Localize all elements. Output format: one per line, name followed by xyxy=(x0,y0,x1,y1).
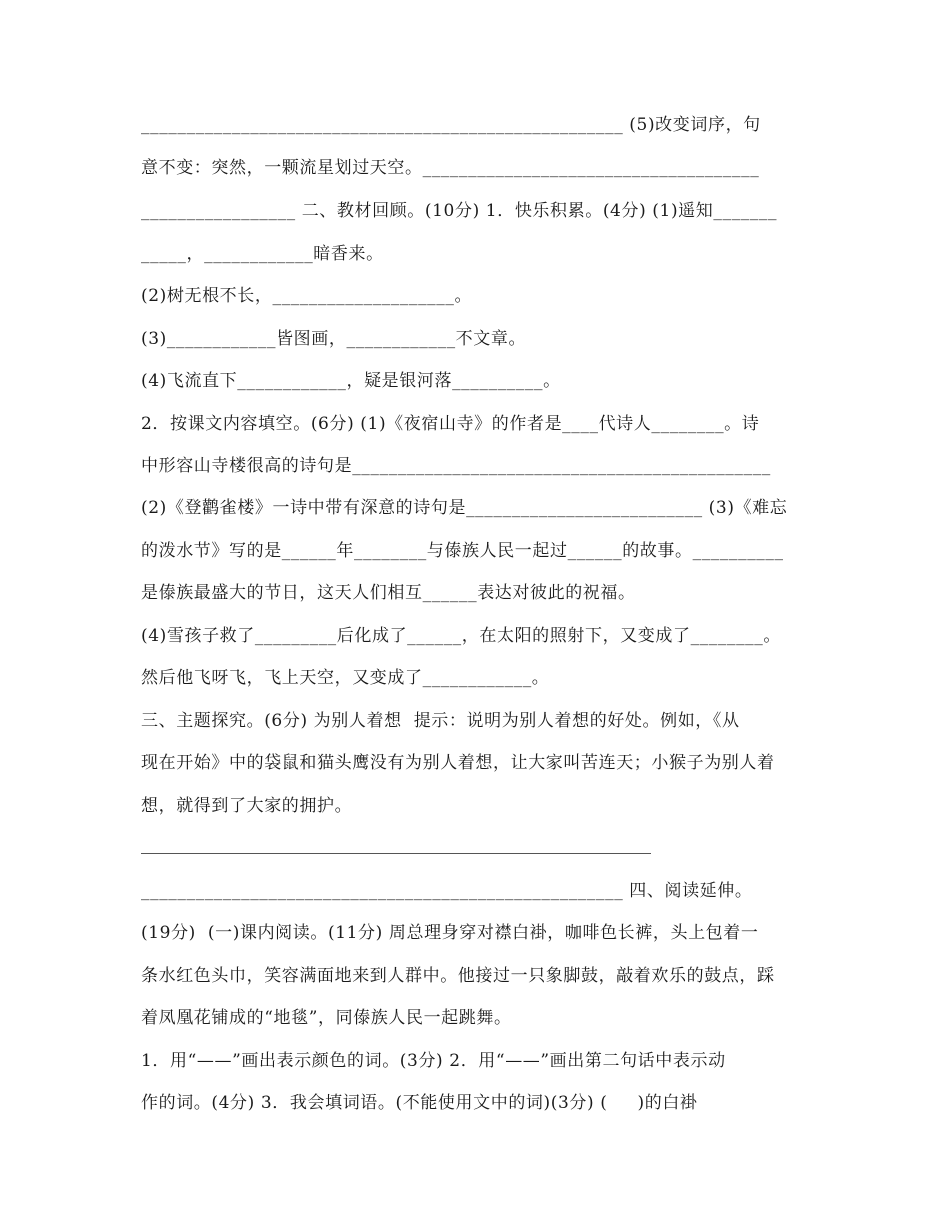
text-line: (4)飞流直下____________，疑是银河落__________。 xyxy=(141,371,561,391)
text-line: _____，____________暗香来。 xyxy=(141,244,384,264)
text-line: (2)《登鹳雀楼》一诗中带有深意的诗句是__________________________ (3)《难忘 xyxy=(141,498,788,518)
text-line: 条水红色头巾，笑容满面地来到人群中。他接过一只象脚鼓，敲着欢乐的鼓点，踩 xyxy=(141,966,775,986)
text-line: 2．按课文内容填空。(6分) (1)《夜宿山寺》的作者是____代诗人________。诗 xyxy=(141,414,760,434)
text-line: 然后他飞呀飞，飞上天空，又变成了____________。 xyxy=(141,668,550,688)
text-line: 意不变：突然，一颗流星划过天空。_____________________________________ xyxy=(141,158,760,178)
text-line: (19分) (一)课内阅读。(11分) 周总理身穿对襟白褂，咖啡色长裤，头上包着一 xyxy=(141,923,759,943)
text-line: _____________________________________________________ 四、阅读延伸。 xyxy=(141,881,753,901)
text-line: 着凤凰花铺成的“地毯”，同傣族人民一起跳舞。 xyxy=(141,1008,512,1028)
text-line: 是傣族最盛大的节日，这天人们相互______表达对彼此的祝福。 xyxy=(141,583,636,603)
text-line: 三、主题探究。(6分) 为别人着想 提示：说明为别人着想的好处。例如，《从 xyxy=(141,711,740,731)
text-line: 1．用“——”画出表示颜色的词。(3分) 2．用“——”画出第二句话中表示动 xyxy=(141,1051,726,1071)
text-line: 的泼水节》写的是______年________与傣族人民一起过______的故事。__________ xyxy=(141,541,784,561)
answer-rule xyxy=(141,853,651,854)
text-line: 想，就得到了大家的拥护。 xyxy=(141,796,353,816)
text-line: 作的词。(4分) 3．我会填词语。(不能使用文中的词)(3分) ( )的白褂 xyxy=(141,1093,698,1113)
text-line: (3)____________皆图画，____________不文章。 xyxy=(141,329,527,349)
text-line: _________________ 二、教材回顾。(10分) 1．快乐积累。(4分) (1)遥知_______ xyxy=(141,201,778,221)
text-line: (2)树无根不长，____________________。 xyxy=(141,286,473,306)
text-line: _____________________________________________________ (5)改变词序，句 xyxy=(141,115,761,135)
text-line: 中形容山寺楼很高的诗句是______________________________________________ xyxy=(141,456,771,476)
text-line: 现在开始》中的袋鼠和猫头鹰没有为别人着想，让大家叫苦连天；小猴子为别人着 xyxy=(141,753,775,773)
text-line: (4)雪孩子救了_________后化成了______，在太阳的照射下，又变成了________。 xyxy=(141,626,781,646)
